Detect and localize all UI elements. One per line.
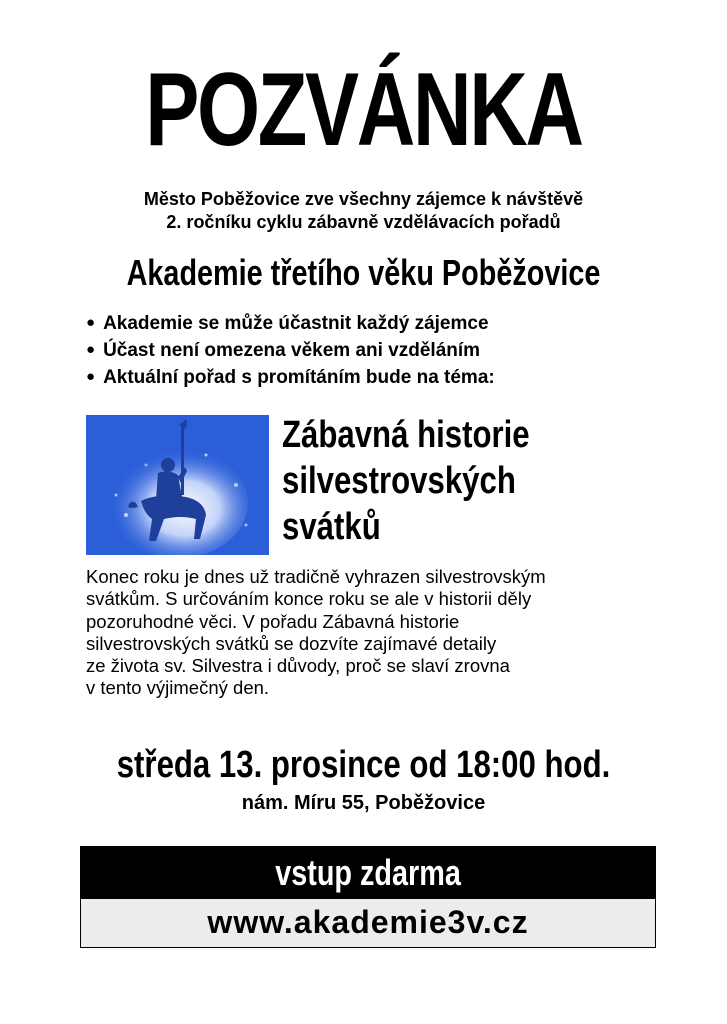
free-entry-label: vstup zdarma	[275, 852, 461, 893]
intro-line: Město Poběžovice zve všechny zájemce k návštěvě	[143, 189, 584, 209]
topic-title-line: silvestrovských	[282, 460, 516, 502]
event-date-time: středa 13. prosince od 18:00 hod.	[116, 744, 611, 786]
description-line: ze života sv. Silvestra i důvody, proč se slaví zrovna	[86, 655, 510, 677]
page-title: POZVÁNKA	[145, 52, 582, 168]
event-series-name: Akademie třetího věku Poběžovice	[126, 252, 601, 293]
statue-silhouette-icon	[86, 415, 269, 555]
bullet-item: ● Akademie se může účastnit každý zájemce	[86, 311, 686, 338]
free-entry-banner	[81, 847, 655, 899]
saint-statue-image	[86, 415, 269, 555]
website-link[interactable]: www.akademie3v.cz	[81, 899, 655, 947]
bullet-item: ● Aktuální pořad s promítáním bude na téma:	[86, 365, 686, 392]
intro-text	[0, 188, 727, 234]
description-line: v tento výjimečný den.	[86, 677, 270, 699]
entry-info-box	[80, 846, 656, 948]
bullet-item: ● Účast není omezena věkem ani vzděláním	[86, 338, 686, 365]
description-line: silvestrovských svátků se dozvíte zajímavé detaily	[86, 632, 497, 654]
info-bullet-list	[86, 311, 686, 392]
topic-description	[86, 566, 686, 700]
topic-title-line: Zábavná historie	[282, 414, 530, 456]
description-line: Konec roku je dnes už tradičně vyhrazen silvestrovským	[86, 566, 546, 587]
description-line: pozoruhodné věci. V pořadu Zábavná historie	[86, 610, 460, 632]
topic-title	[282, 412, 626, 550]
intro-line: 2. ročníku cyklu zábavně vzdělávacích pořadů	[166, 212, 561, 232]
event-location: nám. Míru 55, Poběžovice	[241, 792, 486, 814]
topic-title-line: svátků	[282, 506, 381, 548]
description-line: svátkům. S určováním konce roku se ale v historii děly	[86, 588, 532, 610]
